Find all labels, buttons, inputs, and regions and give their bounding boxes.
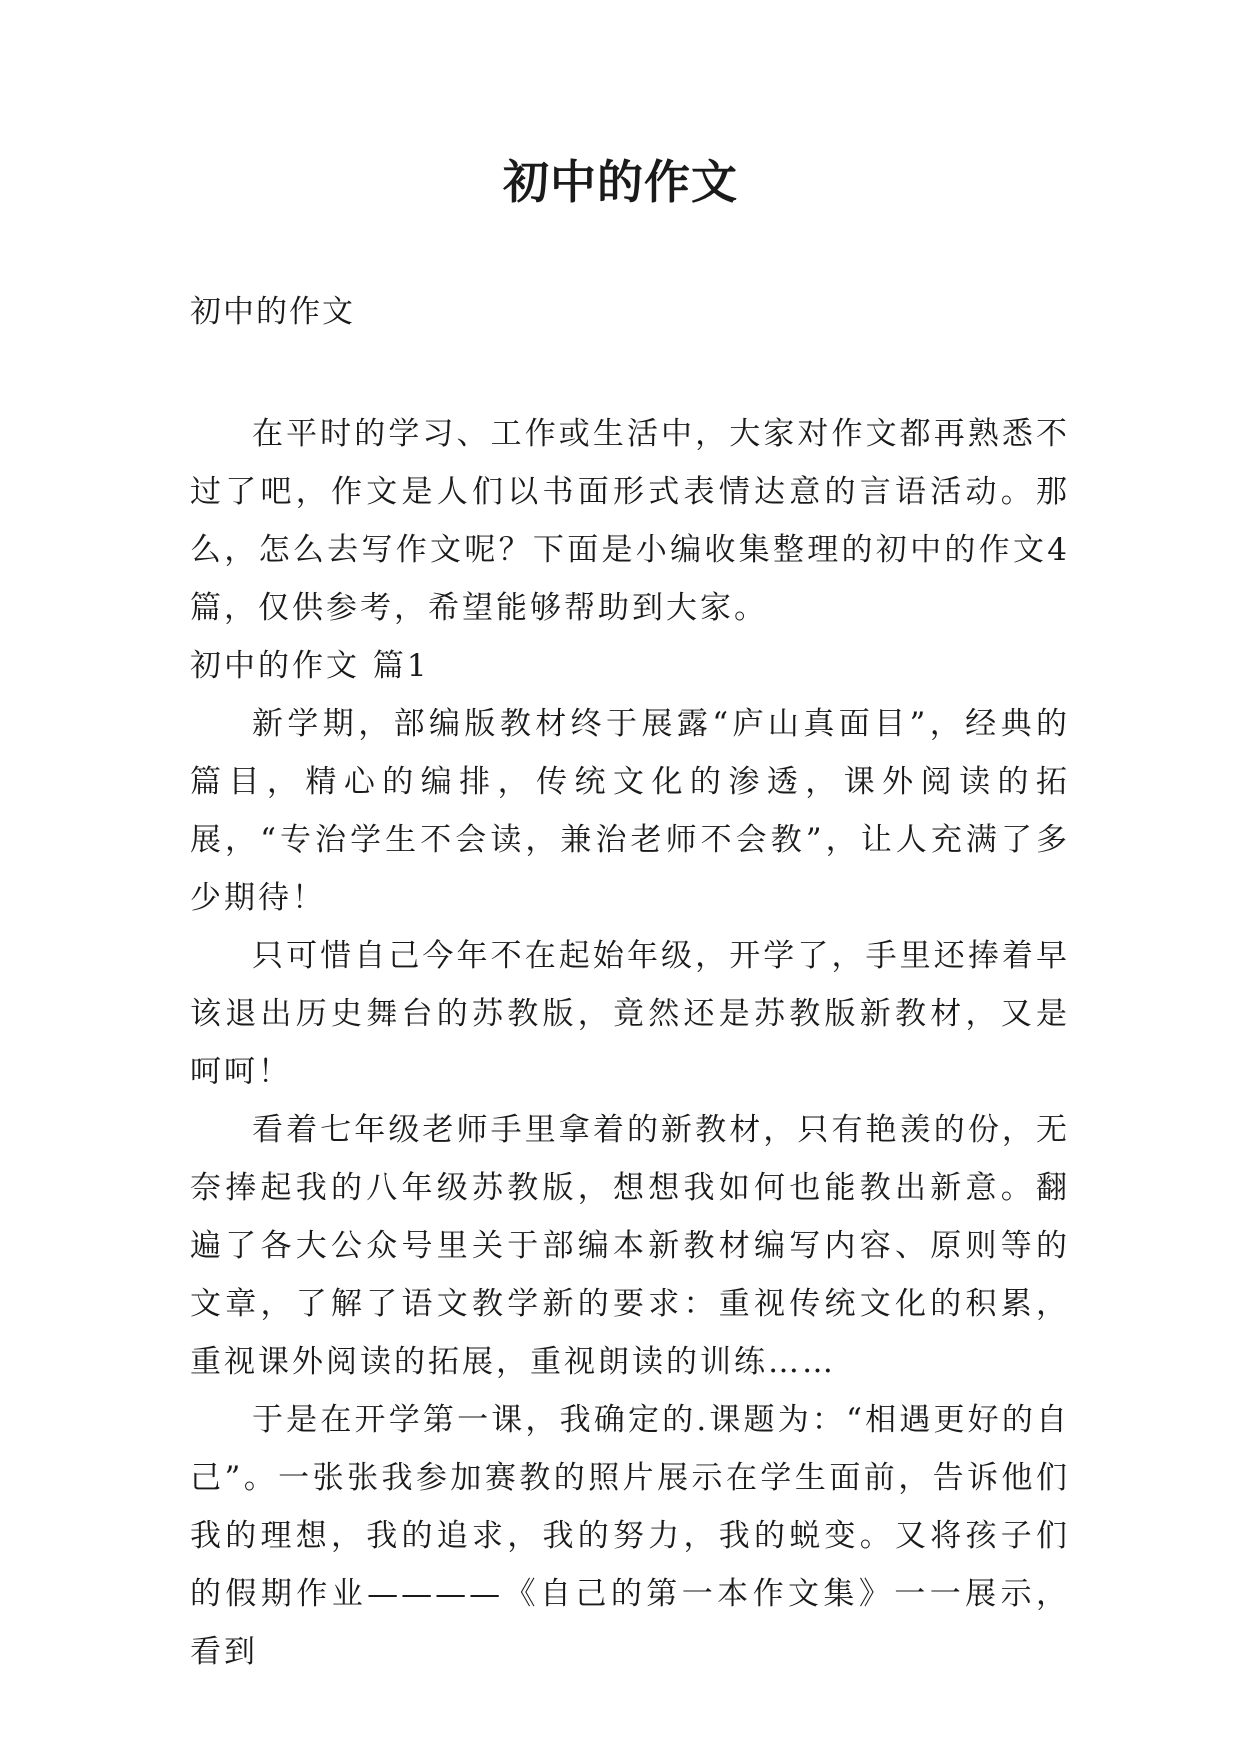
document-body — [190, 405, 1070, 1681]
section-heading: 初中的作文 篇1 — [190, 648, 430, 684]
body-paragraph: 只可惜自己今年不在起始年级，开学了，手里还捧着早该退出历史舞台的苏教版，竟然还是苏教版新教材，又是呵呵！ — [190, 938, 1070, 1090]
document-subtitle: 初中的作文 — [190, 294, 355, 330]
body-paragraph: 于是在开学第一课，我确定的.课题为：“相遇更好的自己”。一张张我参加赛教的照片展示在学生面前，告诉他们我的理想，我的追求，我的努力，我的蜕变。又将孩子们的假期作业————《自己的第一本作文集》一一展示，看到 — [190, 1402, 1070, 1670]
intro-paragraph: 在平时的学习、工作或生活中，大家对作文都再熟悉不过了吧，作文是人们以书面形式表情达意的言语活动。那么，怎么去写作文呢？下面是小编收集整理的初中的作文4篇，仅供参考，希望能够帮助到大家。 — [190, 416, 1070, 626]
document-title: 初中的作文 — [503, 155, 738, 209]
body-paragraph: 新学期，部编版教材终于展露“庐山真面目”，经典的篇目，精心的编排，传统文化的渗透，课外阅读的拓展，“专治学生不会读，兼治老师不会教”，让人充满了多少期待！ — [190, 706, 1070, 916]
body-paragraph: 看着七年级老师手里拿着的新教材，只有艳羡的份，无奈捧起我的八年级苏教版，想想我如何也能教出新意。翻遍了各大公众号里关于部编本新教材编写内容、原则等的文章，了解了语文教学新的要求：重视传统文化的积累，重视课外阅读的拓展，重视朗读的训练…… — [190, 1112, 1070, 1380]
